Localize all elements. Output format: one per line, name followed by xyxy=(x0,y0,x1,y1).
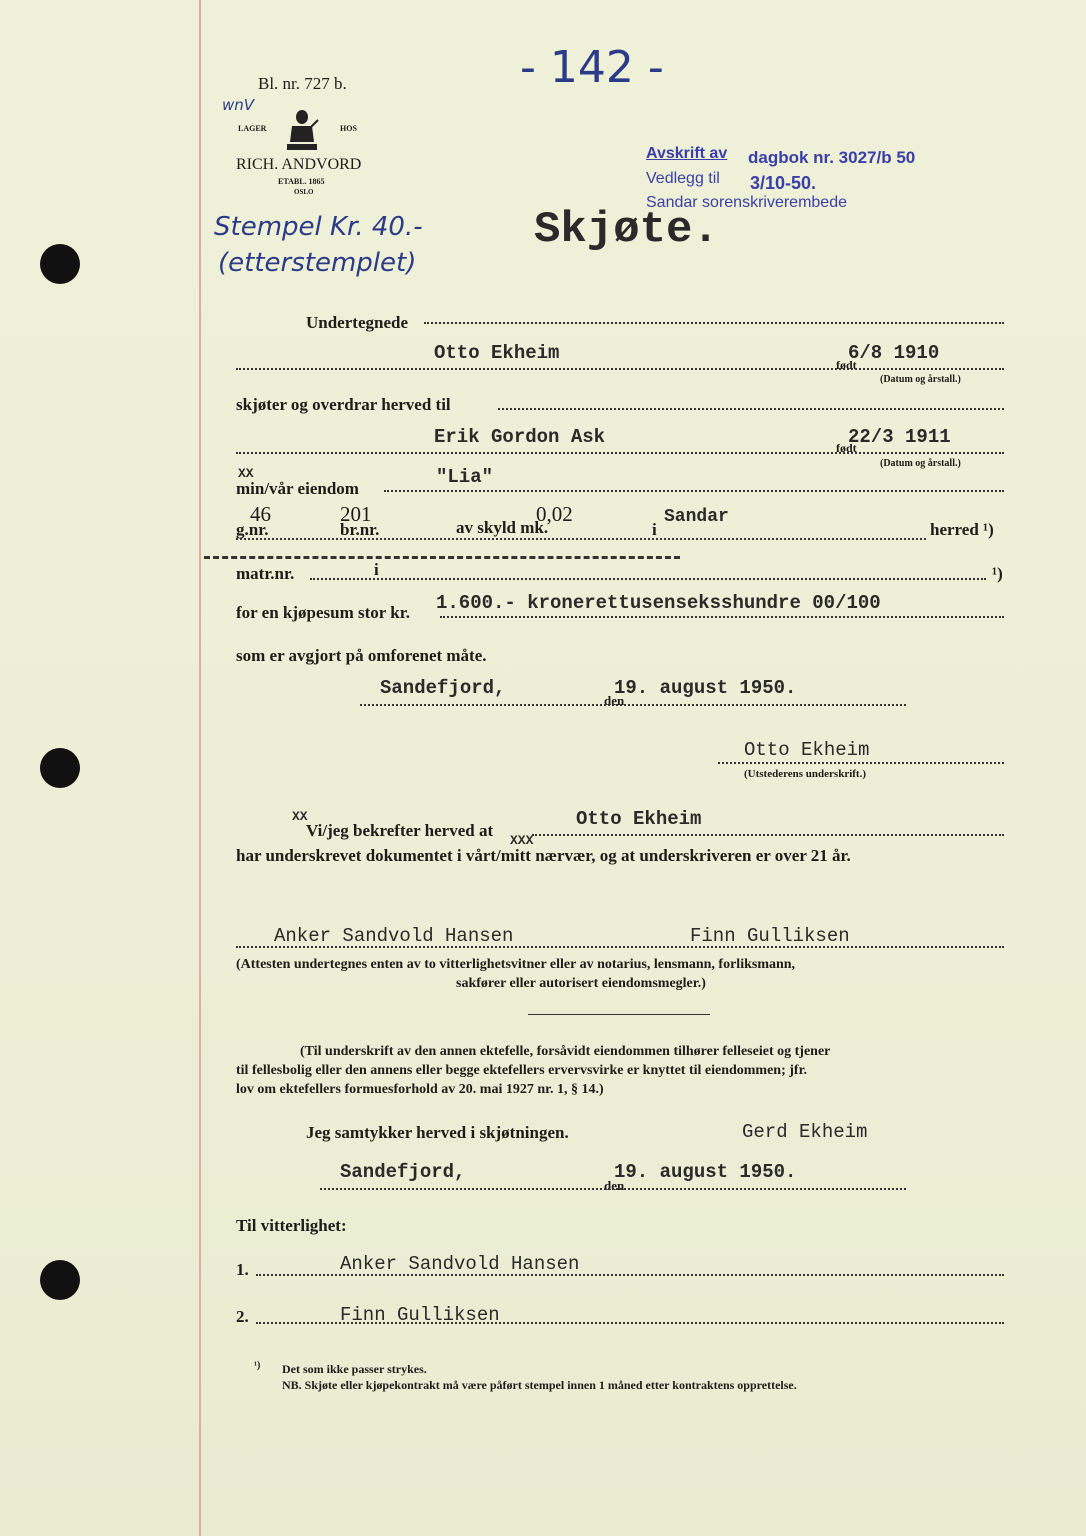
stamp-date: 3/10-50. xyxy=(750,173,817,193)
dotted-line xyxy=(236,538,926,540)
den-label-2: den xyxy=(604,1178,625,1193)
stamp-vedlegg: Vedlegg til xyxy=(646,170,720,187)
attest-line2: sakfører eller autorisert eiendomsmegler.) xyxy=(456,976,706,991)
buyer-born: 22/3 1911 xyxy=(848,426,951,448)
place-2: Sandefjord, xyxy=(340,1161,466,1183)
place: Sandefjord, xyxy=(380,677,506,699)
spouse-signature: Gerd Ekheim xyxy=(742,1121,868,1143)
herred-label: herred ¹) xyxy=(930,520,994,539)
dotted-line xyxy=(440,616,1004,618)
dotted-line xyxy=(532,834,1004,836)
stamp-note-line2: (etterstemplet) xyxy=(218,248,417,278)
witness1-signature: Anker Sandvold Hansen xyxy=(274,925,514,947)
publisher-logo-icon xyxy=(284,108,320,154)
confirm-label: Vi/jeg bekrefter herved at xyxy=(306,821,494,840)
punch-hole xyxy=(40,748,80,788)
dotted-line xyxy=(424,322,1004,324)
dotted-line xyxy=(310,578,986,580)
dotted-line xyxy=(236,452,1004,454)
bnr-value: 201 xyxy=(340,502,372,526)
consent-label: Jeg samtykker herved i skjøtningen. xyxy=(306,1123,569,1142)
stamp-dagbok: dagbok nr. 3027/b 50 xyxy=(748,148,916,167)
publisher-name: RICH. ANDVORD xyxy=(236,156,362,173)
datum-label: (Datum og årstall.) xyxy=(880,458,961,469)
witness2-signature: Finn Gulliksen xyxy=(690,925,850,947)
fodt-label: født xyxy=(836,358,857,372)
dotted-line xyxy=(256,1274,1004,1276)
buyer-name: Erik Gordon Ask xyxy=(434,426,606,448)
property-name: "Lia" xyxy=(436,466,494,488)
spouse-line3: lov om ektefellers formuesforhold av 20. mai 1927 nr. 1, § 14.) xyxy=(236,1082,604,1097)
xx-mark-2: XX xyxy=(292,809,308,824)
confirm-name: Otto Ekheim xyxy=(576,808,702,830)
dotted-line xyxy=(236,368,1004,370)
punch-hole xyxy=(40,1260,80,1300)
dotted-line xyxy=(236,946,1004,948)
datum-label: (Datum og årstall.) xyxy=(880,374,961,385)
publisher-hos: HOS xyxy=(340,124,357,133)
bnr-label: br.nr. xyxy=(340,520,380,539)
gnr-value: 46 xyxy=(250,502,271,526)
fodt-label: født xyxy=(836,441,857,455)
stamp-office: Sandar sorenskriverembede xyxy=(646,194,847,211)
margin-line xyxy=(199,0,201,1536)
issuer-label: (Utstederens underskrift.) xyxy=(744,768,867,780)
footnote-line2: NB. Skjøte eller kjøpekontrakt må være påført stempel innen 1 måned etter kontraktens opprettelse. xyxy=(282,1378,797,1392)
dotted-line xyxy=(256,1322,1004,1324)
xxx-mark: XXX xyxy=(510,833,534,848)
document-title: Skjøte. xyxy=(534,205,719,255)
price-label: for en kjøpesum stor kr. xyxy=(236,603,410,622)
price-value: 1.600.- kronerettusenseksshundre 00/100 xyxy=(436,592,881,614)
scribble: wnV xyxy=(222,96,255,114)
publisher-city: OSLO xyxy=(294,188,314,196)
property-label: min/vår eiendom xyxy=(236,479,359,498)
seller-born: 6/8 1910 xyxy=(848,342,940,364)
den-label: den xyxy=(604,693,625,708)
dotted-line xyxy=(718,762,1004,764)
form-number: Bl. nr. 727 b. xyxy=(258,74,347,93)
note-mark: ¹) xyxy=(992,564,1003,583)
vitterlighet-witness1: Anker Sandvold Hansen xyxy=(340,1253,580,1275)
issuer-signature: Otto Ekheim xyxy=(744,739,870,761)
publisher-lager: LAGER xyxy=(238,124,267,133)
publisher-etabl: ETABL. 1865 xyxy=(278,177,325,186)
vitterlighet-label: Til vitterlighet: xyxy=(236,1216,347,1235)
witness-num-1: 1. xyxy=(236,1260,249,1279)
seller-name: Otto Ekheim xyxy=(434,342,560,364)
transfer-label: skjøter og overdrar herved til xyxy=(236,395,451,414)
undertegnede-label: Undertegnede xyxy=(306,313,408,332)
dotted-line xyxy=(384,490,1004,492)
dotted-line xyxy=(360,704,906,706)
date-2: 19. august 1950. xyxy=(614,1161,797,1183)
settled-label: som er avgjort på omforenet måte. xyxy=(236,646,487,665)
skyld-value: 0,02 xyxy=(536,502,573,526)
gnr-label: g.nr. xyxy=(236,520,269,539)
stamp-note-line1: Stempel Kr. 40.- xyxy=(214,212,423,242)
vitterlighet-witness2: Finn Gulliksen xyxy=(340,1304,500,1326)
divider xyxy=(528,1014,710,1015)
stamp-avskrift: Avskrift av xyxy=(646,145,728,162)
dotted-line xyxy=(320,1188,906,1190)
strike-line xyxy=(204,556,680,559)
i-label: i xyxy=(652,520,657,539)
footnote-mark: ¹) xyxy=(254,1360,261,1371)
witness-num-2: 2. xyxy=(236,1307,249,1326)
page-number: - 142 - xyxy=(520,42,664,93)
matr-label: matr.nr. xyxy=(236,564,295,583)
date: 19. august 1950. xyxy=(614,677,797,699)
confirm-line2: har underskrevet dokumentet i vårt/mitt nærvær, og at underskriveren er over 21 år. xyxy=(236,846,851,865)
footnote-line1: Det som ikke passer strykes. xyxy=(282,1362,427,1376)
xx-mark: XX xyxy=(238,466,254,481)
spouse-line2: til fellesbolig eller den annens eller begge ektefellers ervervsvirke er knyttet til eiendommen; jfr. xyxy=(236,1063,808,1078)
dotted-line xyxy=(498,408,1004,410)
matr-i: i xyxy=(374,560,379,579)
punch-hole xyxy=(40,244,80,284)
herred-value: Sandar xyxy=(664,507,729,527)
attest-line1: (Attesten undertegnes enten av to vitterlighetsvitner eller av notarius, lensmann, forliksmann, xyxy=(236,957,796,972)
skyld-label: av skyld mk. xyxy=(456,518,549,537)
spouse-line1: (Til underskrift av den annen ektefelle, forsåvidt eiendommen tilhører felleseiet og tjener xyxy=(300,1044,831,1059)
